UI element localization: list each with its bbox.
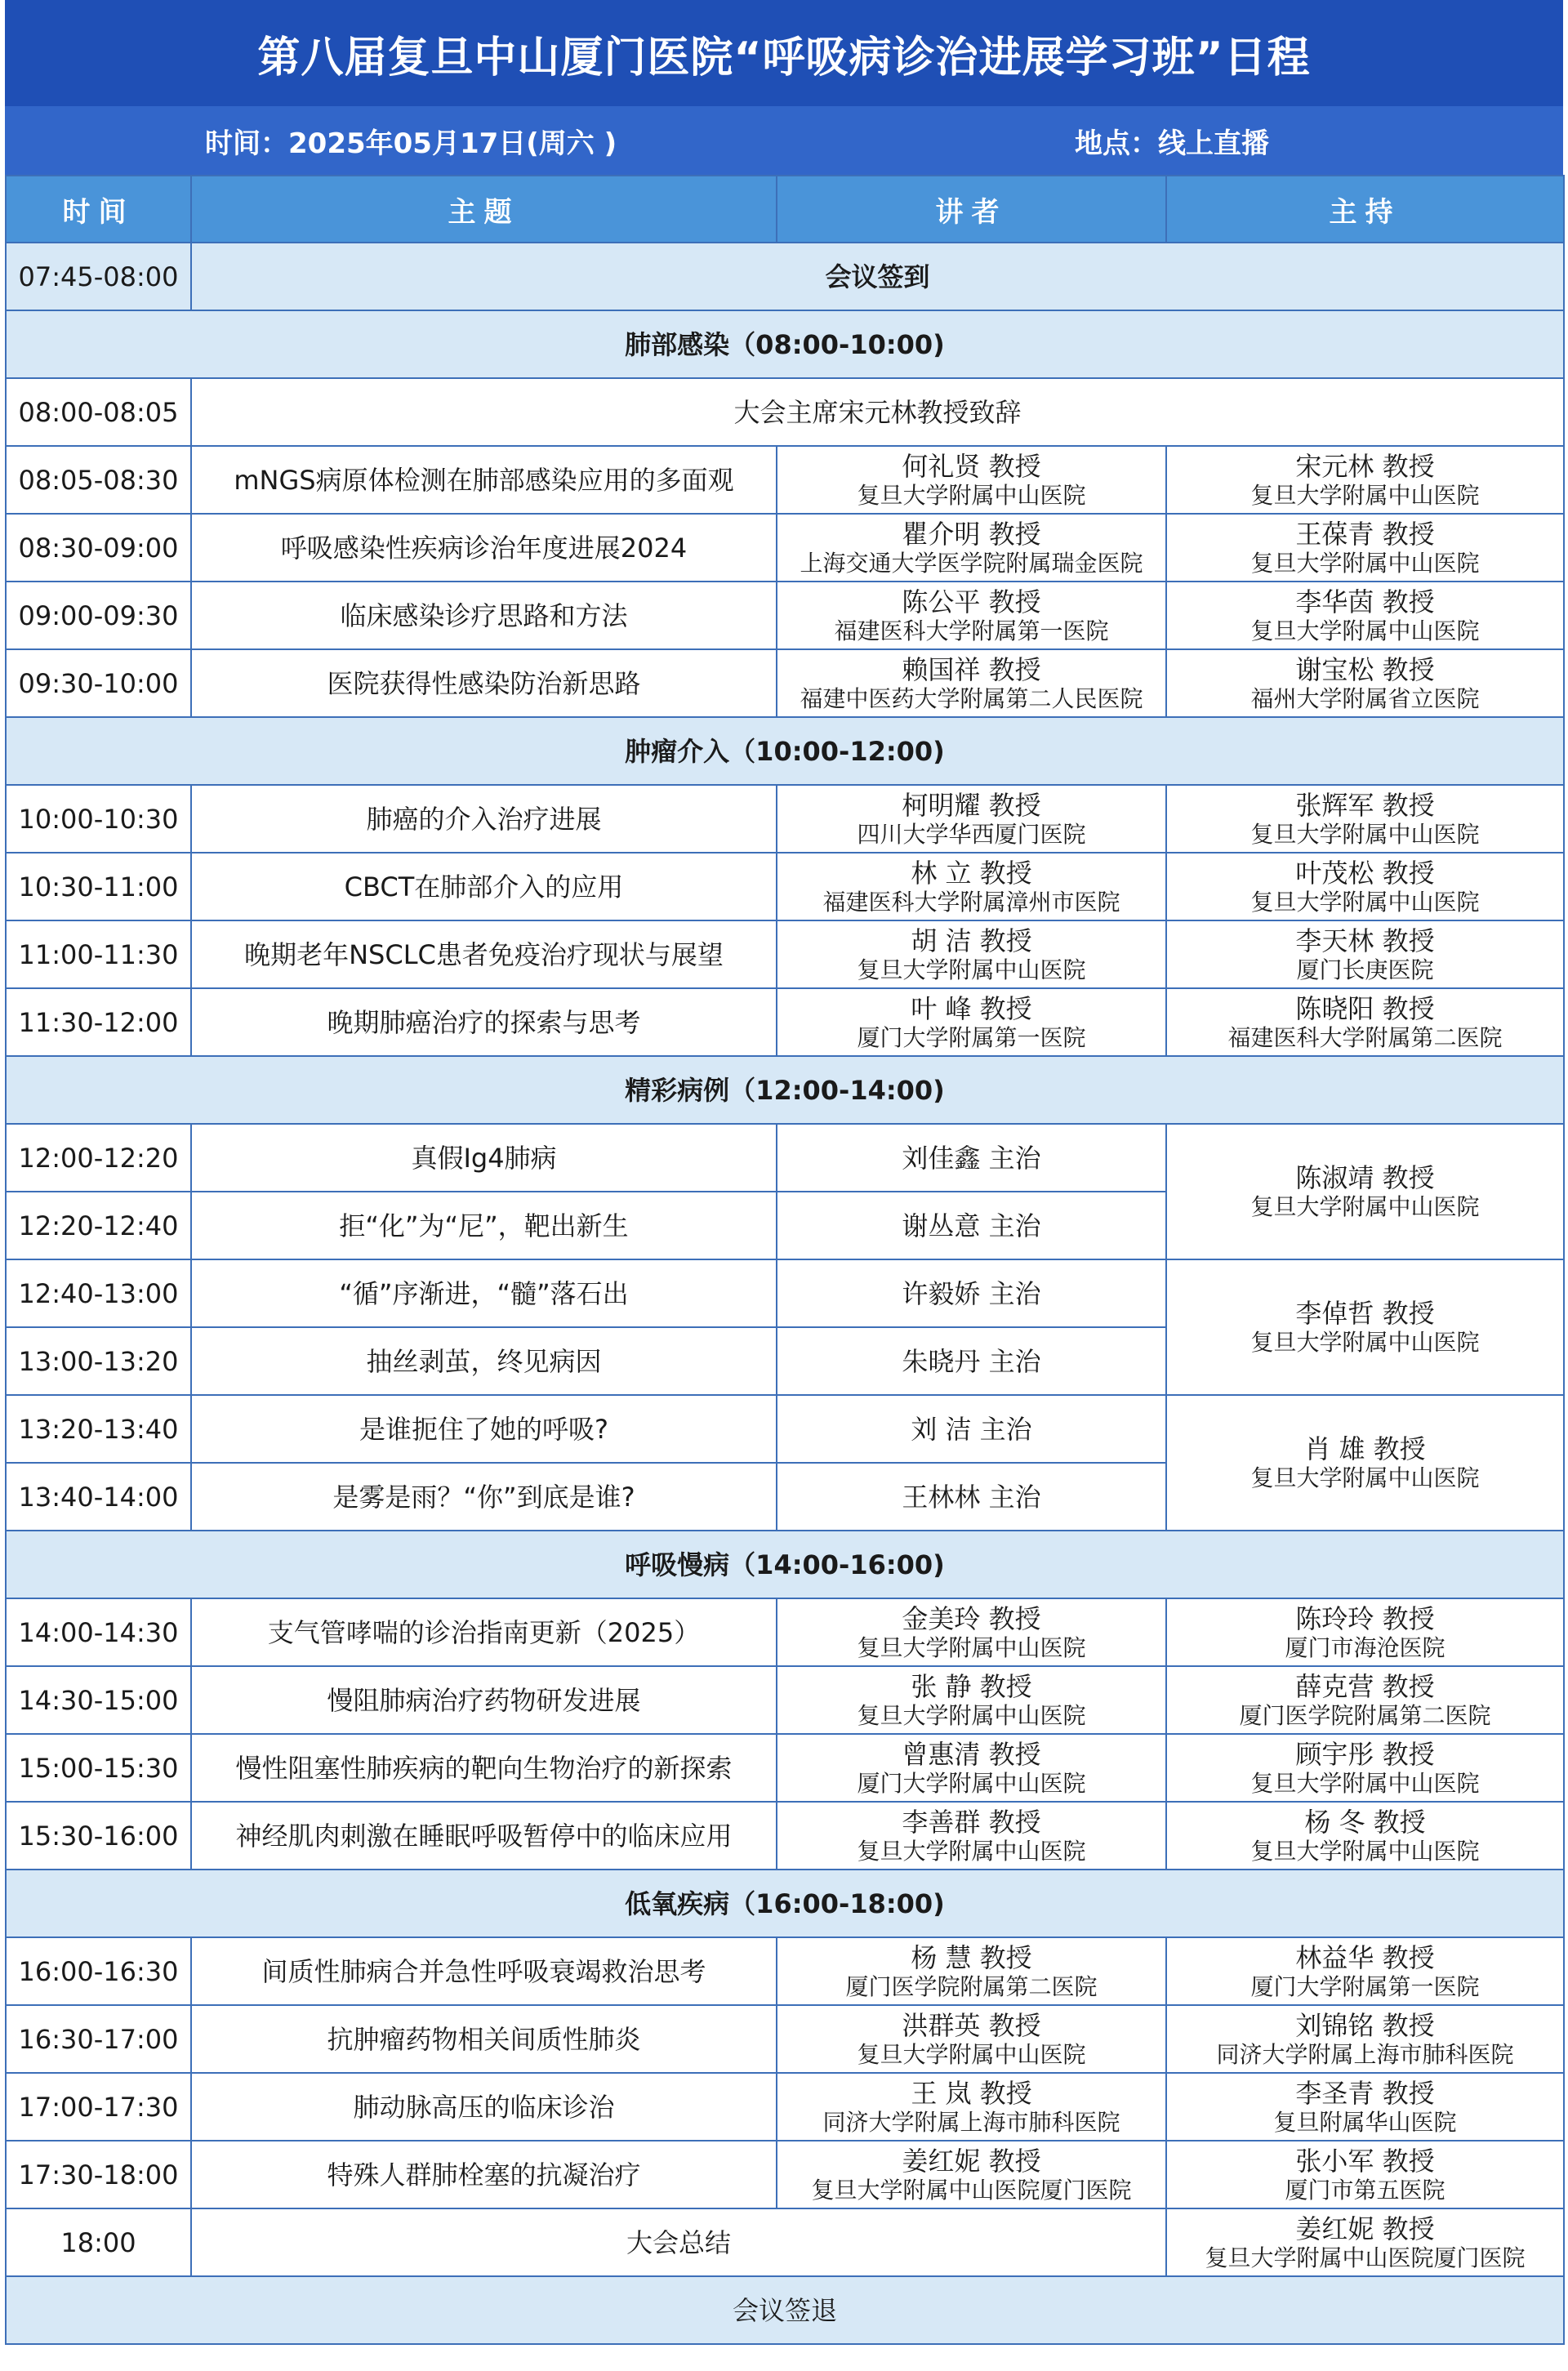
time-cell: 08:00-08:05 xyxy=(6,378,191,446)
host-cell xyxy=(1166,2141,1564,2208)
speaker-cell xyxy=(777,2005,1166,2073)
time-cell: 09:30-10:00 xyxy=(6,649,191,717)
topic-cell: 是雾是雨？“你”到底是谁? xyxy=(191,1463,777,1531)
speaker-cell xyxy=(777,649,1166,717)
speaker-cell-content xyxy=(777,1603,1165,1662)
time-cell: 14:00-14:30 xyxy=(6,1598,191,1666)
host-cell-affiliation: 厦门医学院附属第二医院 xyxy=(1239,1701,1491,1729)
host-cell-content xyxy=(1167,2146,1563,2204)
speaker-cell-content xyxy=(777,2010,1165,2069)
speaker-cell-content xyxy=(777,2146,1165,2204)
host-cell-name: 叶茂松 教授 xyxy=(1295,857,1435,889)
speaker-cell: 谢丛意 主治 xyxy=(777,1192,1166,1259)
speaker-cell-affiliation: 复旦大学附属中山医院 xyxy=(857,956,1086,983)
speaker-cell-affiliation: 复旦大学附属中山医院 xyxy=(857,481,1086,509)
speaker-cell-name: 曾惠清 教授 xyxy=(902,1738,1041,1770)
host-cell-name: 姜红妮 教授 xyxy=(1295,2213,1435,2244)
section-row xyxy=(6,310,1564,378)
section-title: 呼吸慢病（14:00-16:00) xyxy=(6,1531,1564,1598)
speaker-cell xyxy=(777,446,1166,514)
topic-cell: 慢性阻塞性肺疾病的靶向生物治疗的新探索 xyxy=(191,1734,777,1802)
host-cell-affiliation: 复旦大学附属中山医院 xyxy=(1250,1464,1480,1491)
host-cell-content xyxy=(1167,790,1563,849)
speaker-cell xyxy=(777,1734,1166,1802)
host-cell-name: 李倬哲 教授 xyxy=(1295,1298,1435,1329)
page-title: 第八届复旦中山厦门医院“呼吸病诊治进展学习班”日程 xyxy=(5,0,1563,106)
host-cell xyxy=(1166,988,1564,1056)
speaker-cell-name: 叶 峰 教授 xyxy=(911,992,1032,1024)
host-cell xyxy=(1166,853,1564,920)
topic-cell: 晚期老年NSCLC患者免疫治疗现状与展望 xyxy=(191,920,777,988)
topic-cell: 间质性肺病合并急性呼吸衰竭救治思考 xyxy=(191,1937,777,2005)
section-row xyxy=(6,1531,1564,1598)
host-cell-affiliation: 福州大学附属省立医院 xyxy=(1250,684,1480,712)
time-cell: 12:40-13:00 xyxy=(6,1259,191,1327)
host-cell-content xyxy=(1167,2078,1563,2137)
speaker-cell-affiliation: 复旦大学附属中山医院 xyxy=(857,1701,1086,1729)
speaker-cell: 王林林 主治 xyxy=(777,1463,1166,1531)
speaker-cell xyxy=(777,1666,1166,1734)
speaker-cell: 刘 洁 主治 xyxy=(777,1395,1166,1463)
host-cell xyxy=(1166,785,1564,853)
speaker-cell-affiliation: 上海交通大学医学院附属瑞金医院 xyxy=(800,549,1143,577)
table-row xyxy=(6,2005,1564,2073)
speaker-cell-affiliation: 厦门医学院附属第二医院 xyxy=(845,1972,1098,2000)
table-row xyxy=(6,920,1564,988)
host-cell-content xyxy=(1167,858,1563,916)
time-cell: 13:40-14:00 xyxy=(6,1463,191,1531)
host-cell-affiliation: 复旦大学附属中山医院 xyxy=(1250,617,1480,644)
table-row xyxy=(6,446,1564,514)
host-cell xyxy=(1166,1666,1564,1734)
host-cell-content xyxy=(1167,451,1563,510)
speaker-cell-affiliation: 福建医科大学附属漳州市医院 xyxy=(822,888,1120,916)
host-cell xyxy=(1166,514,1564,582)
time-cell: 15:00-15:30 xyxy=(6,1734,191,1802)
time-cell: 15:30-16:00 xyxy=(6,1802,191,1870)
speaker-cell-name: 何礼贤 教授 xyxy=(902,450,1041,482)
host-cell xyxy=(1166,1395,1564,1531)
table-row xyxy=(6,1395,1564,1463)
host-cell-affiliation: 复旦大学附属中山医院 xyxy=(1250,1769,1480,1797)
host-cell-name: 陈淑靖 教授 xyxy=(1295,1162,1435,1193)
section-row xyxy=(6,1056,1564,1124)
speaker-cell-affiliation: 复旦大学附属中山医院 xyxy=(857,2040,1086,2068)
section-title: 低氧疾病（16:00-18:00) xyxy=(6,1870,1564,1937)
speaker-cell-content xyxy=(777,1671,1165,1730)
host-cell-name: 李华茵 教授 xyxy=(1295,586,1435,617)
host-cell-content xyxy=(1167,1162,1563,1221)
speaker-cell-name: 林 立 教授 xyxy=(911,857,1032,889)
time-cell: 17:00-17:30 xyxy=(6,2073,191,2141)
header-topic: 主题 xyxy=(191,176,777,243)
table-row xyxy=(6,1666,1564,1734)
time-cell: 18:00 xyxy=(6,2208,191,2276)
host-cell-name: 薛克营 教授 xyxy=(1295,1670,1435,1702)
speaker-cell-affiliation: 复旦大学附属中山医院 xyxy=(857,1837,1086,1865)
table-row xyxy=(6,378,1564,446)
time-cell: 09:00-09:30 xyxy=(6,582,191,649)
host-cell-name: 陈玲玲 教授 xyxy=(1295,1602,1435,1634)
host-cell xyxy=(1166,920,1564,988)
host-cell-affiliation: 福建医科大学附属第二医院 xyxy=(1227,1023,1503,1051)
speaker-cell-name: 洪群英 教授 xyxy=(902,2009,1041,2041)
host-cell-affiliation: 厦门市第五医院 xyxy=(1285,2176,1446,2204)
table-row xyxy=(6,2073,1564,2141)
host-cell-name: 宋元林 教授 xyxy=(1295,450,1435,482)
topic-cell: 神经肌肉刺激在睡眠呼吸暂停中的临床应用 xyxy=(191,1802,777,1870)
speaker-cell: 刘佳鑫 主治 xyxy=(777,1124,1166,1192)
host-cell-content xyxy=(1167,1603,1563,1662)
table-row xyxy=(6,2141,1564,2208)
table-row xyxy=(6,1937,1564,2005)
host-cell xyxy=(1166,2073,1564,2141)
speaker-cell-affiliation: 复旦大学附属中山医院 xyxy=(857,1633,1086,1661)
speaker-cell-affiliation: 福建医科大学附属第一医院 xyxy=(834,617,1109,644)
host-cell-name: 刘锦铭 教授 xyxy=(1295,2009,1435,2041)
host-cell xyxy=(1166,2005,1564,2073)
table-row xyxy=(6,1598,1564,1666)
time-cell: 13:00-13:20 xyxy=(6,1327,191,1395)
time-cell: 17:30-18:00 xyxy=(6,2141,191,2208)
host-cell-name: 谢宝松 教授 xyxy=(1295,653,1435,685)
speaker-cell xyxy=(777,1937,1166,2005)
host-cell-name: 杨 冬 教授 xyxy=(1304,1806,1426,1838)
topic-cell: 肺动脉高压的临床诊治 xyxy=(191,2073,777,2141)
topic-cell: mNGS病原体检测在肺部感染应用的多面观 xyxy=(191,446,777,514)
checkout-label: 会议签退 xyxy=(6,2276,1564,2344)
host-cell-content xyxy=(1167,654,1563,713)
host-cell-affiliation: 复旦附属华山医院 xyxy=(1273,2108,1457,2136)
speaker-cell-name: 李善群 教授 xyxy=(902,1806,1041,1838)
time-cell: 11:00-11:30 xyxy=(6,920,191,988)
host-cell xyxy=(1166,1124,1564,1259)
speaker-cell-content xyxy=(777,790,1165,849)
speaker-cell-name: 陈公平 教授 xyxy=(902,586,1041,617)
speaker-cell-content xyxy=(777,1739,1165,1798)
time-cell: 16:00-16:30 xyxy=(6,1937,191,2005)
info-bar xyxy=(5,106,1563,175)
time-cell: 10:00-10:30 xyxy=(6,785,191,853)
host-cell-name: 林益华 教授 xyxy=(1295,1941,1435,1973)
topic-cell: 医院获得性感染防治新思路 xyxy=(191,649,777,717)
speaker-cell-name: 金美玲 教授 xyxy=(902,1602,1041,1634)
table-row xyxy=(6,1802,1564,1870)
host-cell xyxy=(1166,1937,1564,2005)
speaker-cell xyxy=(777,2141,1166,2208)
speaker-cell-content xyxy=(777,858,1165,916)
schedule-page xyxy=(5,0,1563,2345)
section-title: 精彩病例（12:00-14:00) xyxy=(6,1056,1564,1124)
topic-cell: 晚期肺癌治疗的探索与思考 xyxy=(191,988,777,1056)
time-cell: 13:20-13:40 xyxy=(6,1395,191,1463)
host-cell-content xyxy=(1167,1671,1563,1730)
table-row xyxy=(6,853,1564,920)
host-cell-content xyxy=(1167,1942,1563,2001)
host-cell xyxy=(1166,1598,1564,1666)
table-row xyxy=(6,1259,1564,1327)
host-cell-name: 张辉军 教授 xyxy=(1295,789,1435,821)
table-row xyxy=(6,582,1564,649)
host-cell-affiliation: 复旦大学附属中山医院厦门医院 xyxy=(1205,2244,1526,2271)
host-cell xyxy=(1166,446,1564,514)
host-cell-affiliation: 复旦大学附属中山医院 xyxy=(1250,888,1480,916)
speaker-cell-content xyxy=(777,586,1165,645)
host-cell-affiliation: 复旦大学附属中山医院 xyxy=(1250,481,1480,509)
schedule-body xyxy=(6,243,1564,2344)
speaker-cell-affiliation: 厦门大学附属第一医院 xyxy=(857,1023,1086,1051)
speaker-cell-name: 赖国祥 教授 xyxy=(902,653,1041,685)
speaker-cell-name: 张 静 教授 xyxy=(911,1670,1032,1702)
host-cell-name: 张小军 教授 xyxy=(1295,2145,1435,2177)
table-row xyxy=(6,649,1564,717)
event-location: 地点：线上直播 xyxy=(1075,127,1269,160)
speaker-cell-name: 瞿介明 教授 xyxy=(902,518,1041,550)
table-row xyxy=(6,2208,1564,2276)
topic-cell: 特殊人群肺栓塞的抗凝治疗 xyxy=(191,2141,777,2208)
speaker-cell-name: 杨 慧 教授 xyxy=(911,1941,1032,1973)
host-cell-name: 李圣青 教授 xyxy=(1295,2077,1435,2109)
host-cell-content xyxy=(1167,519,1563,577)
speaker-cell-affiliation: 四川大学华西厦门医院 xyxy=(857,820,1086,848)
topic-cell: 抽丝剥茧，终见病因 xyxy=(191,1327,777,1395)
speaker-cell-content xyxy=(777,451,1165,510)
time-cell: 10:30-11:00 xyxy=(6,853,191,920)
time-cell: 07:45-08:00 xyxy=(6,243,191,310)
speaker-cell xyxy=(777,853,1166,920)
speaker-cell xyxy=(777,988,1166,1056)
host-cell xyxy=(1166,1259,1564,1395)
topic-cell: 是谁扼住了她的呼吸? xyxy=(191,1395,777,1463)
header-host: 主持 xyxy=(1166,176,1564,243)
host-cell-content xyxy=(1167,1433,1563,1492)
speaker-cell xyxy=(777,1598,1166,1666)
speaker-cell-content xyxy=(777,993,1165,1052)
speaker-cell: 许毅娇 主治 xyxy=(777,1259,1166,1327)
summary-label: 大会总结 xyxy=(191,2208,1166,2276)
speaker-cell-affiliation: 厦门大学附属中山医院 xyxy=(857,1769,1086,1797)
time-cell: 14:30-15:00 xyxy=(6,1666,191,1734)
host-cell xyxy=(1166,1802,1564,1870)
time-cell: 08:05-08:30 xyxy=(6,446,191,514)
host-cell-content xyxy=(1167,993,1563,1052)
host-cell-content xyxy=(1167,2010,1563,2069)
table-row xyxy=(6,988,1564,1056)
host-cell xyxy=(1166,2208,1564,2276)
speaker-cell-content xyxy=(777,519,1165,577)
speaker-cell xyxy=(777,920,1166,988)
topic-cell: 肺癌的介入治疗进展 xyxy=(191,785,777,853)
host-cell-content xyxy=(1167,1298,1563,1357)
host-cell-content xyxy=(1167,586,1563,645)
speaker-cell xyxy=(777,2073,1166,2141)
speaker-cell xyxy=(777,582,1166,649)
host-cell-affiliation: 厦门市海沧医院 xyxy=(1285,1633,1446,1661)
topic-cell: 支气管哮喘的诊治指南更新（2025） xyxy=(191,1598,777,1666)
section-title: 肺部感染（08:00-10:00) xyxy=(6,310,1564,378)
table-row xyxy=(6,1124,1564,1192)
speaker-cell-affiliation: 福建中医药大学附属第二人民医院 xyxy=(800,684,1143,712)
host-cell-name: 顾宇彤 教授 xyxy=(1295,1738,1435,1770)
speaker-cell-name: 姜红妮 教授 xyxy=(902,2145,1041,2177)
speaker-cell xyxy=(777,785,1166,853)
host-cell-content xyxy=(1167,1739,1563,1798)
topic-cell: 慢阻肺病治疗药物研发进展 xyxy=(191,1666,777,1734)
host-cell-name: 陈晓阳 教授 xyxy=(1295,992,1435,1024)
section-row xyxy=(6,1870,1564,1937)
speaker-cell-name: 胡 洁 教授 xyxy=(911,925,1032,956)
speaker-cell-affiliation: 同济大学附属上海市肺科医院 xyxy=(822,2108,1120,2136)
topic-cell: CBCT在肺部介入的应用 xyxy=(191,853,777,920)
header-time: 时间 xyxy=(6,176,191,243)
checkin-label: 会议签到 xyxy=(191,243,1564,310)
host-cell-affiliation: 复旦大学附属中山医院 xyxy=(1250,549,1480,577)
host-cell-content xyxy=(1167,925,1563,984)
table-row xyxy=(6,1734,1564,1802)
host-cell-affiliation: 厦门大学附属第一医院 xyxy=(1250,1972,1480,2000)
topic-cell: 呼吸感染性疾病诊治年度进展2024 xyxy=(191,514,777,582)
host-cell xyxy=(1166,649,1564,717)
time-cell: 12:00-12:20 xyxy=(6,1124,191,1192)
speaker-cell xyxy=(777,1802,1166,1870)
section-title: 肿瘤介入（10:00-12:00) xyxy=(6,717,1564,785)
host-cell-name: 肖 雄 教授 xyxy=(1304,1433,1426,1464)
opening-address: 大会主席宋元林教授致辞 xyxy=(191,378,1564,446)
host-cell-affiliation: 同济大学附属上海市肺科医院 xyxy=(1216,2040,1514,2068)
time-cell: 12:20-12:40 xyxy=(6,1192,191,1259)
speaker-cell-name: 柯明耀 教授 xyxy=(902,789,1041,821)
host-cell xyxy=(1166,1734,1564,1802)
event-time: 时间：2025年05月17日(周六 ) xyxy=(205,127,617,160)
host-cell-affiliation: 复旦大学附属中山医院 xyxy=(1250,1329,1480,1356)
time-cell: 08:30-09:00 xyxy=(6,514,191,582)
speaker-cell: 朱晓丹 主治 xyxy=(777,1327,1166,1395)
host-cell-name: 王葆青 教授 xyxy=(1295,518,1435,550)
speaker-cell-content xyxy=(777,2078,1165,2137)
speaker-cell-affiliation: 复旦大学附属中山医院厦门医院 xyxy=(811,2176,1132,2204)
topic-cell: 抗肿瘤药物相关间质性肺炎 xyxy=(191,2005,777,2073)
time-cell: 16:30-17:00 xyxy=(6,2005,191,2073)
host-cell xyxy=(1166,582,1564,649)
header-speaker: 讲者 xyxy=(777,176,1166,243)
host-cell-content xyxy=(1167,2213,1563,2272)
speaker-cell-name: 王 岚 教授 xyxy=(911,2077,1032,2109)
host-cell-affiliation: 复旦大学附属中山医院 xyxy=(1250,820,1480,848)
host-cell-affiliation: 复旦大学附属中山医院 xyxy=(1250,1837,1480,1865)
host-cell-name: 李天林 教授 xyxy=(1295,925,1435,956)
host-cell-affiliation: 复旦大学附属中山医院 xyxy=(1250,1193,1480,1220)
speaker-cell-content xyxy=(777,1942,1165,2001)
schedule-table xyxy=(5,175,1565,2345)
time-cell: 11:30-12:00 xyxy=(6,988,191,1056)
section-row xyxy=(6,717,1564,785)
topic-cell: 临床感染诊疗思路和方法 xyxy=(191,582,777,649)
speaker-cell-content xyxy=(777,925,1165,984)
speaker-cell xyxy=(777,514,1166,582)
speaker-cell-content xyxy=(777,1807,1165,1865)
host-cell-content xyxy=(1167,1807,1563,1865)
topic-cell: 真假Ig4肺病 xyxy=(191,1124,777,1192)
table-row xyxy=(6,2276,1564,2344)
table-row xyxy=(6,785,1564,853)
topic-cell: “循”序渐进，“髓”落石出 xyxy=(191,1259,777,1327)
host-cell-affiliation: 厦门长庚医院 xyxy=(1296,956,1434,983)
speaker-cell-content xyxy=(777,654,1165,713)
topic-cell: 拒“化”为“尼”，靶出新生 xyxy=(191,1192,777,1259)
table-row xyxy=(6,514,1564,582)
